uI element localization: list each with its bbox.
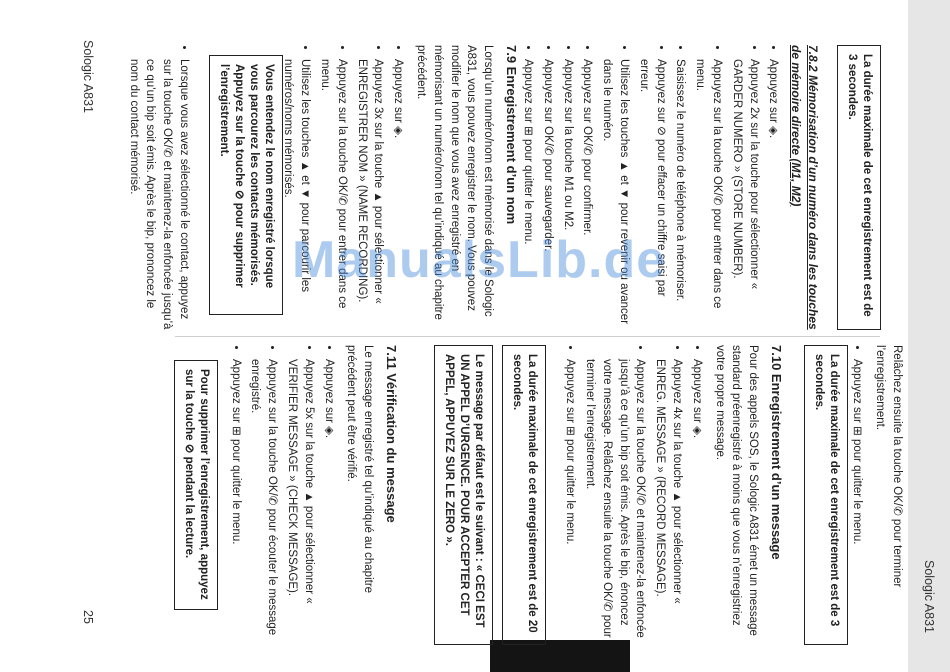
step-7-11-4: • Appuyez sur ⊞ pour quitter le menu. [227, 359, 244, 645]
step-7-8-2-6: • Utilisez les touches ▲ et ▼ pour revenir ou avancer dans le numéro. [598, 59, 632, 330]
heading-7-10: 7.10 Enregistrement d’un message [769, 345, 784, 560]
box-default-wrap [424, 345, 497, 645]
box-3s-top: La durée maximale de cet enregistrement est de 3 secondes. [804, 345, 848, 645]
section-7-10 [794, 345, 852, 645]
step-7-8-2-1: • Appuyez sur ◈. [765, 59, 782, 330]
step-7-10-2: • Appuyez 4x sur la touche ▲ pour sélectionner « ENREG. MESSAGE » (RECORD MESSAGE). [651, 359, 685, 645]
step-7-11-3: • Appuyez sur la touche OK/✆ pour écouter le message enregistré. [247, 359, 281, 645]
box-name-heard: Vous entendez le nom enregistré lorsque vous parcourez les contacts mémorisés. Appuyez sur la touche ⊘ pour supprimer l’enregistrement. [209, 55, 283, 315]
intro-7-9: Lorsqu’un numéro/nom est mémorisé dans le Sologic A831, vous pouvez enregistrer le nom. Vous pouvez modifier le nom que vous avez enregistré en mémorisant un numéro/nom tel qu’indiqué au chapitre précédent. [415, 45, 495, 320]
col-name-record [122, 45, 192, 330]
box-20s-wrap [492, 345, 550, 645]
intro-7-10: Pour des appels SOS, le Sologic A831 émet un message standard préenregistré à moins que vous n’enregistriez votre propre message. [713, 345, 760, 636]
step-7-8-2-3: • Appuyez sur la touche OK/✆ pour entrer dans ce menu. [691, 59, 725, 330]
box-20s: La durée maximale de cet enregistrement est de 20 secondes. [502, 345, 546, 645]
box-3s-upper-wrap [827, 45, 885, 330]
step-7-8-2-10: • Appuyez sur ⊞ pour quitter le menu. [519, 59, 536, 330]
box-delete-wrap [164, 360, 222, 610]
box-name-wrap [199, 55, 287, 315]
page-divider [175, 336, 880, 337]
col-intro-quit: • Appuyez sur ⊞ pour quitter le menu. [849, 359, 866, 645]
heading-7-11: 7.11 Vérification du message [384, 345, 399, 523]
step-name-record: • Lorsque vous avez sélectionné le contact, appuyez sur la touche OK/✆ et maintenez-la enfoncée jusqu’à ce qu’un bip soit émis. Après le bip, prononcez le nom du contact mémorisé. [125, 59, 192, 330]
box-default-message: Le message par défaut est le suivant : « CECI EST UN APPEL D’URGENCE. POUR ACCEPTER CET APPEL, APPUYEZ SUR LE ZERO ». [434, 345, 493, 645]
running-header-top: Sologic A831 [922, 560, 936, 633]
step-7-10-3: • Appuyez sur la touche OK/✆ et maintenez-la enfoncée jusqu’à ce qu’un bip soit émis. Après le bip, énoncez votre message. Relâchez ensuite la touche OK/✆ pour terminer l’enregistrement. [581, 359, 648, 645]
intro-7-11: Le message enregistré tel qu’indiqué au chapitre précédent peut être vérifié. [345, 345, 375, 594]
running-header-bottom: Sologic A831 [81, 40, 95, 113]
step-7-10-1: • Appuyez sur ◈. [688, 359, 705, 645]
section-7-11 [224, 345, 405, 645]
step-7-9-1: • Appuyez sur ◈. [389, 59, 406, 330]
step-7-9-3: • Appuyez sur la touche OK/✆ pour entrer dans ce menu. [316, 59, 350, 330]
step-7-11-1: • Appuyez sur ◈. [320, 359, 337, 645]
step-7-8-2-8: • Appuyez sur la touche M1 ou M2. [559, 59, 576, 330]
watermark: ManualsLib.de [292, 231, 667, 289]
page-number: 25 [81, 610, 95, 624]
step-7-8-2-4: • Saisissez le numéro de téléphone à mémoriser. [672, 59, 689, 330]
step-7-10-4: • Appuyez sur ⊞ pour quitter le menu. [561, 359, 578, 645]
col-intro-text: Relâchez ensuite la touche OK/✆ pour terminer l’enregistrement. [874, 345, 903, 588]
step-7-9-4: • Utilisez les touches ▲ et ▼ pour parcourir les numéros/noms mémorisés. [280, 59, 314, 330]
section-7-10-body [558, 345, 790, 645]
box-delete-playback: Pour supprimer l’enregistrement, appuyez sur la touche ⊘ pendant la lecture. [174, 360, 218, 610]
box-3s-upper: La durée maximale de cet enregistrement est de 3 secondes. [837, 45, 881, 330]
step-7-8-2-5: • Appuyez sur ⊘ pour effacer un chiffre saisi par erreur. [635, 59, 669, 330]
col-intro [846, 345, 905, 645]
heading-7-8-2: 7.8.2 Mémorisation d’un numéro dans les touches de mémoire directe (M1, M2) [789, 45, 820, 330]
step-7-11-2: • Appuyez 5x sur la touche ▲ pour sélectionner « VERIFIER MESSAGE » (CHECK MESSAGE). [283, 359, 317, 645]
step-7-9-2: • Appuyez 3x sur la touche ▲ pour sélectionner « ENREGISTRER NOM » (NAME RECORDING). [353, 59, 387, 330]
step-7-8-2-2: • Appuyez 2x sur la touche pour sélectionner « GARDER NUMERO » (STORE NUMBER). [728, 59, 762, 330]
step-7-8-2-7: • Appuyez sur OK/✆ pour confirmer. [579, 59, 596, 330]
step-7-8-2-9: • Appuyez sur OK/✆ pour sauvegarder. [539, 59, 556, 330]
heading-7-9: 7.9 Enregistrement d’un nom [504, 45, 519, 225]
